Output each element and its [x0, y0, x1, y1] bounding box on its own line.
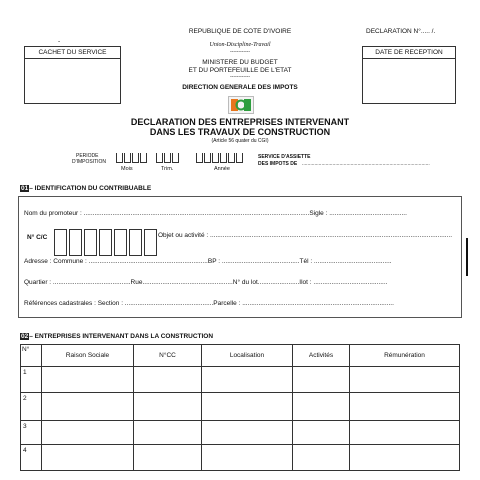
service-dots: ............................................................................................: [302, 162, 430, 167]
reception-box[interactable]: [362, 46, 456, 104]
stamp-label: CACHET DU SERVICE: [25, 47, 120, 59]
table-cell[interactable]: [202, 367, 293, 393]
year-digits[interactable]: [196, 153, 244, 163]
margin-bar: [466, 238, 468, 276]
adresse-field[interactable]: Adresse : Commune : ..................................................................BP : ...........................................Tél : ...........................................: [24, 258, 392, 265]
separator2: ------------: [230, 74, 250, 80]
table-cell[interactable]: [350, 445, 460, 471]
trim-label: Trim.: [161, 166, 174, 172]
section2-title: [20, 333, 213, 340]
table-cell[interactable]: [350, 421, 460, 445]
table-cell[interactable]: [134, 393, 202, 421]
table-cell[interactable]: [134, 367, 202, 393]
section2-num: 02: [21, 333, 29, 340]
table-row: [21, 421, 460, 445]
mois-label: Mois: [121, 166, 133, 172]
ministry-line1: MINISTERE DU BUDGET: [202, 59, 278, 66]
separator: ------------: [230, 49, 250, 55]
col-num-header: N°: [21, 345, 42, 367]
objet-field[interactable]: Objet ou activité : ......................................................................................................................................: [158, 232, 453, 239]
col-activites-header: Activités: [293, 345, 350, 367]
period-label-2: D'IMPOSITION: [72, 159, 107, 165]
section1-title-text: – IDENTIFICATION DU CONTRIBUABLE: [29, 185, 152, 192]
table-cell[interactable]: [134, 421, 202, 445]
annee-label: Année: [214, 166, 230, 172]
trim-digits[interactable]: [156, 153, 180, 163]
col-raison-header: Raison Sociale: [42, 345, 134, 367]
row-number: 2: [21, 393, 42, 421]
dgi-logo: [228, 96, 254, 114]
reception-label: DATE DE RECEPTION: [363, 47, 455, 59]
references-field[interactable]: Références cadastrales : Section : .................................................Parcelle : ....................................................................................: [24, 300, 394, 307]
col-ncc-header: N°CC: [134, 345, 202, 367]
stamp-box[interactable]: [24, 46, 121, 104]
article-ref: (Article 56 quater du CGI): [211, 138, 269, 144]
period-label-1: PERIODE: [76, 153, 99, 159]
table-header-row: [21, 345, 460, 367]
row-number: 1: [21, 367, 42, 393]
table-cell[interactable]: [202, 393, 293, 421]
service-label-1: SERVICE D'ASSIETTE: [258, 154, 311, 160]
table-cell[interactable]: [42, 421, 134, 445]
table-cell[interactable]: [350, 367, 460, 393]
table-cell[interactable]: [42, 445, 134, 471]
table-cell[interactable]: [134, 445, 202, 471]
row-number: 4: [21, 445, 42, 471]
direction-title: DIRECTION GENERALE DES IMPOTS: [182, 84, 298, 91]
ministry-line2: ET DU PORTEFEUILLE DE L'ETAT: [188, 67, 292, 74]
table-cell[interactable]: [202, 445, 293, 471]
table-cell[interactable]: [293, 393, 350, 421]
header-dash: -: [58, 38, 61, 45]
ncc-digits[interactable]: [54, 229, 159, 256]
quartier-field[interactable]: Quartier : ...........................................Rue..................................................N° du lot.......................Ilot : .........................................: [24, 279, 388, 286]
table-cell[interactable]: [293, 421, 350, 445]
row-number: 3: [21, 421, 42, 445]
section2-title-text: – ENTREPRISES INTERVENANT DANS LA CONSTRUCTION: [29, 333, 214, 340]
motto: Union-Discipline-Travail: [209, 42, 271, 48]
table-cell[interactable]: [202, 421, 293, 445]
table-cell[interactable]: [293, 445, 350, 471]
form-title-line2: DANS LES TRAVAUX DE CONSTRUCTION: [149, 127, 331, 137]
col-remuneration-header: Rémunération: [350, 345, 460, 367]
enterprises-table: [20, 344, 460, 471]
promoteur-field[interactable]: Nom du promoteur : .............................................................................................................................Sigle : ...........................................: [24, 210, 407, 217]
section1-num: 01: [21, 185, 29, 192]
declaration-number: DECLARATION N°..... /.: [366, 28, 436, 35]
service-label-2: DES IMPOTS DE: [258, 161, 298, 167]
table-cell[interactable]: [42, 367, 134, 393]
section1-title: [20, 185, 151, 192]
table-row: [21, 393, 460, 421]
table-row: [21, 367, 460, 393]
country-title: REPUBLIQUE DE COTE D'IVOIRE: [188, 28, 292, 35]
table-cell[interactable]: [293, 367, 350, 393]
ncc-label: N° C/C: [27, 234, 48, 241]
col-localisation-header: Localisation: [202, 345, 293, 367]
table-cell[interactable]: [350, 393, 460, 421]
month-digits[interactable]: [116, 153, 148, 163]
table-row: [21, 445, 460, 471]
form-title-line1: DECLARATION DES ENTREPRISES INTERVENANT: [130, 117, 350, 127]
dgi-logo-icon: [229, 97, 253, 113]
table-cell[interactable]: [42, 393, 134, 421]
